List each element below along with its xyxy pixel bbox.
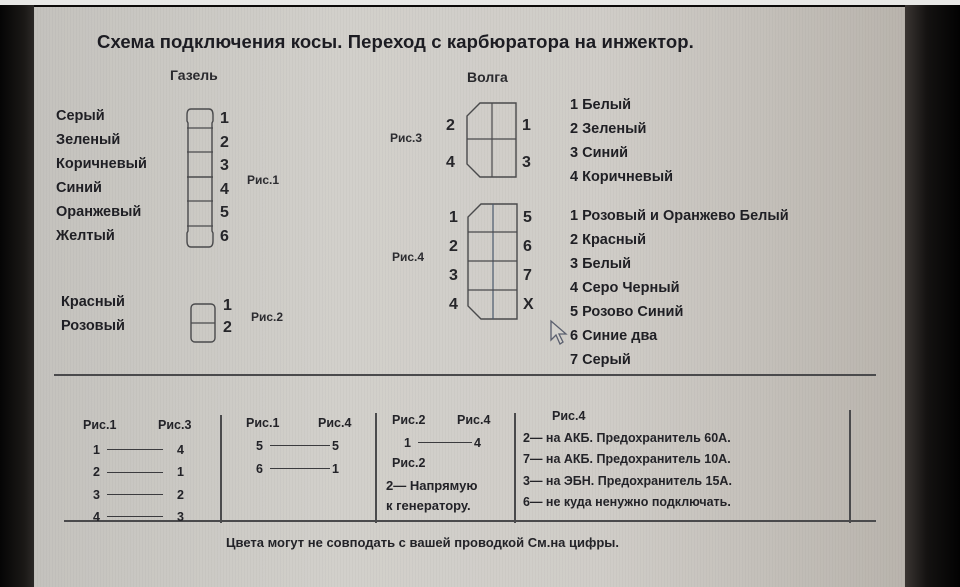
- fig3-legend-2: 2 Зеленый: [570, 121, 647, 137]
- map4-note-1: 2— на АКБ. Предохранитель 60А.: [523, 431, 731, 445]
- fig4-pin-3: 3: [449, 267, 458, 284]
- map3-row: 1 4: [404, 436, 481, 450]
- map1-row: 4 3: [93, 509, 184, 524]
- column-divider-1: [220, 415, 222, 523]
- fig1-connector: [186, 107, 216, 249]
- map3-rows: [404, 433, 481, 453]
- fig3-legend-1: 1 Белый: [570, 97, 632, 113]
- fig4-pin-1: 1: [449, 209, 458, 226]
- map1-row: 3 2: [93, 487, 184, 502]
- fig1-color-2: Зеленый: [56, 132, 121, 148]
- map1-row: 1 4: [93, 443, 184, 457]
- fig2-label: Рис.2: [251, 310, 284, 324]
- wire-line: [107, 472, 163, 473]
- fig2-color-list: [61, 290, 125, 338]
- map3-note-line1: 2— Напрямую: [386, 478, 478, 493]
- fig4-left-pins: [449, 203, 458, 319]
- wire-line: [107, 516, 163, 517]
- map2-row: 5 5: [256, 439, 339, 453]
- top-strip: [0, 0, 960, 5]
- map1-to-label: Рис.3: [158, 418, 192, 432]
- wire-line: [107, 449, 163, 450]
- right-frame: [905, 5, 960, 587]
- fig4-pin-7: 7: [523, 267, 532, 284]
- divider-bottom: [64, 520, 876, 522]
- map3-to-label: Рис.4: [457, 413, 491, 427]
- map4-note-4: 6— не куда ненужно подключать.: [523, 494, 731, 509]
- fig4-legend-7: 7 Серый: [570, 352, 631, 368]
- left-frame: [0, 5, 34, 587]
- fig2-color-2: Розовый: [61, 318, 125, 334]
- gazel-heading: Газель: [170, 67, 218, 83]
- fig2-color-1: Красный: [61, 294, 125, 310]
- fig2-connector: [190, 303, 216, 345]
- map3-from-label: Рис.2: [392, 413, 426, 427]
- map4-notes: [523, 428, 732, 513]
- fig3-legend: [570, 93, 673, 189]
- map2-rows: [256, 435, 339, 480]
- fig1-pin-5: 5: [220, 204, 229, 221]
- fig4-right-pins: [523, 203, 534, 319]
- column-divider-2: [375, 413, 377, 523]
- map2-from-label: Рис.1: [246, 416, 280, 430]
- fig1-pin-3: 3: [220, 157, 229, 174]
- fig4-legend-3: 3 Белый: [570, 256, 632, 272]
- map4-note-2: 7— на АКБ. Предохранитель 10А.: [523, 452, 731, 467]
- fig3-pin-3: 3: [522, 154, 531, 171]
- map1-from-label: Рис.1: [83, 418, 117, 432]
- fig3-legend-3: 3 Синий: [570, 145, 629, 161]
- map2-row: 6 1: [256, 461, 339, 476]
- map2-to-label: Рис.4: [318, 416, 352, 430]
- fig1-label: Рис.1: [247, 173, 280, 187]
- fig3-connector: [466, 102, 518, 180]
- fig4-legend-1: 1 Розовый и Оранжево Белый: [570, 208, 789, 224]
- wire-line: [418, 442, 472, 443]
- fig1-color-1: Серый: [56, 108, 105, 124]
- mouse-cursor-icon: [550, 320, 570, 346]
- fig2-pin-1: 1: [223, 297, 232, 314]
- fig4-pin-6: 6: [523, 238, 532, 255]
- map1-rows: [93, 439, 184, 528]
- fig1-pin-numbers: [220, 107, 229, 248]
- map3-note-label: Рис.2: [392, 456, 426, 470]
- fig4-pin-4: 4: [449, 296, 458, 313]
- fig1-pin-1: 1: [220, 110, 229, 127]
- footer-note: Цвета могут не совподать с вашей проводкой См.на цифры.: [226, 535, 620, 550]
- fig4-pin-5: 5: [523, 209, 532, 226]
- fig1-color-3: Коричневый: [56, 156, 147, 172]
- fig4-legend-4: 4 Серо Черный: [570, 280, 680, 296]
- map4-note-3: 3— на ЭБН. Предохранитель 15А.: [523, 473, 732, 488]
- fig3-pin-2: 2: [446, 117, 455, 134]
- fig4-pin-x: X: [523, 296, 534, 313]
- fig1-pin-6: 6: [220, 227, 229, 245]
- map3-note-line2: к генератору.: [386, 498, 471, 513]
- fig2-pin-numbers: [223, 295, 232, 339]
- volga-heading: Волга: [467, 69, 508, 85]
- map4-label: Рис.4: [552, 409, 586, 423]
- divider-top: [54, 374, 876, 376]
- fig1-color-list: [56, 104, 147, 248]
- fig4-pin-2: 2: [449, 238, 458, 255]
- fig4-connector: [467, 203, 519, 321]
- fig1-pin-2: 2: [220, 133, 229, 151]
- fig4-legend-6: 6 Синие два: [570, 328, 658, 344]
- column-divider-4: [849, 410, 851, 523]
- fig1-color-6: Желтый: [56, 228, 115, 244]
- fig4-legend-2: 2 Красный: [570, 232, 646, 248]
- fig3-pin-1: 1: [522, 117, 531, 134]
- fig2-pin-2: 2: [223, 319, 232, 336]
- fig4-label: Рис.4: [392, 250, 425, 264]
- wire-line: [270, 445, 330, 446]
- page-title: Схема подключения косы. Переход с карбюратора на инжектор.: [97, 31, 694, 52]
- diagram-sheet: [34, 7, 905, 587]
- fig4-legend: [570, 204, 789, 372]
- fig3-legend-4: 4 Коричневый: [570, 169, 674, 185]
- fig1-color-5: Оранжевый: [56, 204, 142, 220]
- fig1-color-4: Синий: [56, 180, 102, 196]
- wire-line: [270, 468, 330, 469]
- column-divider-3: [514, 413, 516, 523]
- fig4-legend-5: 5 Розово Синий: [570, 304, 684, 320]
- map1-row: 2 1: [93, 465, 184, 480]
- fig3-label: Рис.3: [390, 131, 423, 145]
- fig1-pin-4: 4: [220, 180, 229, 198]
- wire-line: [107, 494, 163, 495]
- fig3-pin-4: 4: [446, 154, 455, 171]
